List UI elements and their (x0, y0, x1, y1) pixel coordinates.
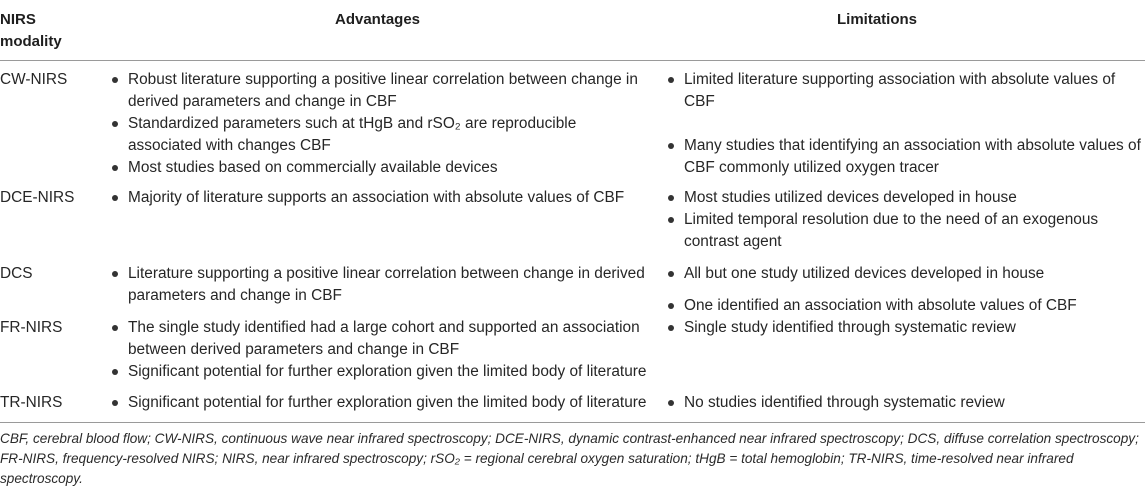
list-item: Literature supporting a positive linear correlation between change in derived parameters and change in CBF (110, 263, 650, 307)
list-item: Limited literature supporting association with absolute values of CBF (666, 69, 1144, 113)
modality-cell: TR-NIRS (0, 394, 63, 411)
list-item: Standardized parameters such at tHgB and rSO₂ are reproducible associated with changes CBF (110, 113, 650, 157)
list-item: Significant potential for further exploration given the limited body of literature (110, 361, 650, 383)
list-item: Robust literature supporting a positive linear correlation between change in derived parameters and change in CBF (110, 69, 650, 113)
list-item: No studies identified through systematic review (666, 392, 1144, 414)
header-modality: NIRS modality (0, 11, 62, 50)
limitations-list (666, 392, 1144, 414)
list-item: Limited temporal resolution due to the need of an exogenous contrast agent (666, 209, 1144, 253)
list-item: One identified an association with absolute values of CBF (666, 295, 1144, 317)
limitations-list (666, 263, 1144, 317)
modality-cell: DCS (0, 265, 33, 282)
advantages-list (110, 187, 650, 209)
limitations-list (666, 317, 1144, 339)
advantages-list (110, 317, 650, 383)
list-item: Majority of literature supports an association with absolute values of CBF (110, 187, 650, 209)
list-item: Many studies that identifying an association with absolute values of CBF commonly utilized oxygen tracer (666, 135, 1144, 179)
limitations-list (666, 187, 1144, 253)
modality-cell: FR-NIRS (0, 319, 63, 336)
list-item: The single study identified had a large cohort and supported an association between derived parameters and change in CBF (110, 317, 650, 361)
list-item: All but one study utilized devices developed in house (666, 263, 1144, 285)
list-item: Most studies utilized devices developed in house (666, 187, 1144, 209)
limitations-list (666, 69, 1144, 179)
modality-cell: DCE-NIRS (0, 189, 75, 206)
header-advantages: Advantages (335, 11, 421, 28)
header-rule (0, 60, 1145, 61)
advantages-list (110, 392, 650, 414)
list-item: Significant potential for further exploration given the limited body of literature (110, 392, 650, 414)
footer-rule (0, 422, 1145, 423)
modality-cell: CW-NIRS (0, 71, 68, 88)
table-footnote: CBF, cerebral blood flow; CW-NIRS, continuous wave near infrared spectroscopy; DCE-NIRS, dynamic contrast-enhanced near infrared spectroscopy; DCS, diffuse correlation spectroscopy; FR-NIRS, frequency-resolved NIRS; NIRS, near infrared spectroscopy; rSO₂ = regional cerebral oxygen saturation; tHgB = total hemoglobin; TR-NIRS, time-resolved near infrared spectroscopy. (0, 431, 1139, 486)
list-item: Most studies based on commercially available devices (110, 157, 650, 179)
list-item: Single study identified through systematic review (666, 317, 1144, 339)
advantages-list (110, 69, 650, 179)
header-limitations: Limitations (837, 11, 918, 28)
advantages-list (110, 263, 650, 307)
